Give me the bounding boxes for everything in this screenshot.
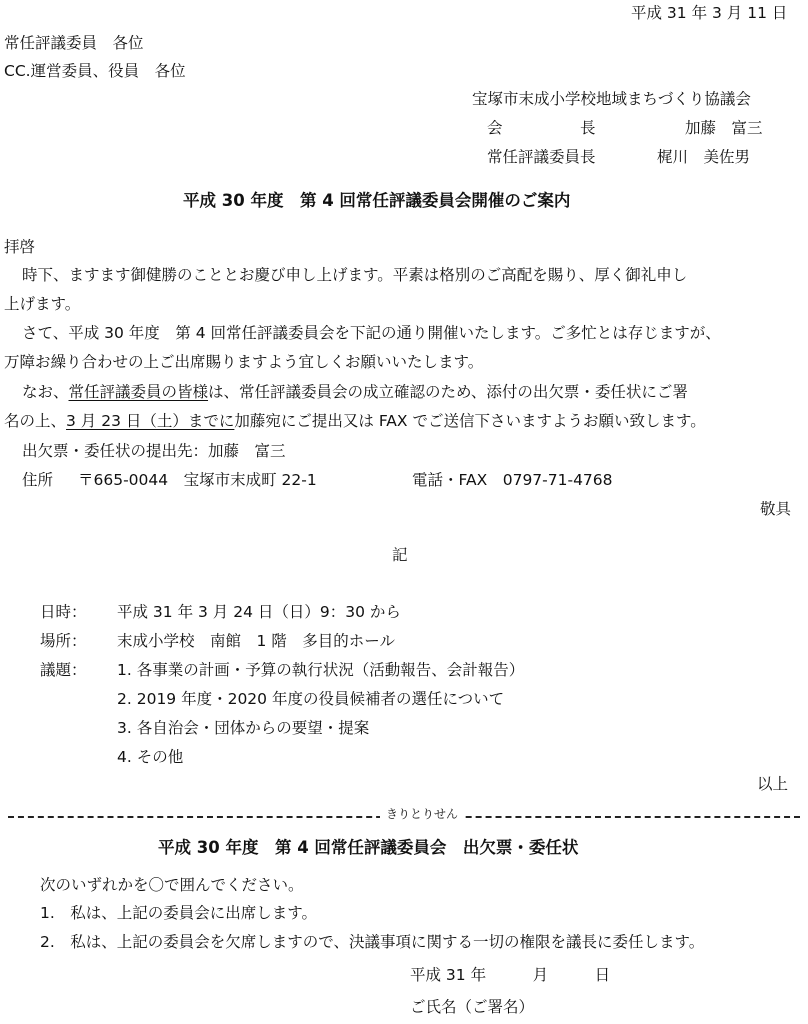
phone-fax: 電話・FAX 0797-71-4768 — [412, 471, 613, 489]
submission-recipient: 出欠票・委任状の提出先：加藤 富三 — [22, 442, 286, 460]
form-title: 平成 30 年度 第 4 回常任評議委員会 出欠票・委任状 — [158, 838, 579, 857]
form-date-line: 平成 31 年 月 日 — [410, 966, 611, 984]
committee-chair-name: 梶川 美佐男 — [657, 148, 751, 166]
paragraph-2-line-2: 万障お繰り合わせの上ご出席賜りますよう宜しくお願いいたします。 — [4, 353, 484, 371]
agenda-item: 3. 各自治会・団体からの要望・提案 — [117, 719, 370, 737]
form-option-attend: 1. 私は、上記の委員会に出席します。 — [40, 904, 318, 922]
form-option-proxy: 2. 私は、上記の委員会を欠席しますので、決議事項に関する一切の権限を議長に委任します。 — [40, 933, 705, 951]
greeting: 拝啓 — [4, 238, 36, 256]
deadline-underlined: 3 月 23 日（土）までに — [66, 412, 235, 430]
signature-label: ご氏名（ご署名） — [410, 998, 535, 1016]
chair-title: 会 長 — [487, 119, 596, 137]
place-label: 場所： — [40, 632, 87, 650]
paragraph-1-line-2: 上げます。 — [4, 295, 81, 313]
notice-title: 平成 30 年度 第 4 回常任評議委員会開催のご案内 — [183, 191, 571, 210]
paragraph-3-line-1 — [22, 385, 688, 401]
paragraph-2-line-1: さて、平成 30 年度 第 4 回常任評議委員会を下記の通り開催いたします。ご多忙とは存じますが、 — [22, 324, 721, 342]
end-marker: 以上 — [757, 775, 789, 793]
paragraph-3-line-2-rest: 加藤宛にご提出又は FAX でご送信下さいますようお願い致します。 — [234, 412, 706, 430]
paragraph-1-line-1: 時下、ますます御健勝のこととお慶び申し上げます。平素は格別のご高配を賜り、厚く御礼申し — [22, 266, 688, 284]
agenda-item: 2. 2019 年度・2020 年度の役員候補者の選任について — [117, 690, 505, 708]
paragraph-3-line-2-lead: 名の上、 — [4, 412, 67, 430]
date-label: 日時： — [40, 603, 87, 621]
agenda-item: 4. その他 — [117, 748, 184, 766]
form-instruction: 次のいずれかを〇で囲んでください。 — [40, 876, 304, 894]
agenda-label: 議題： — [40, 661, 87, 679]
ki-heading: 記 — [392, 546, 408, 564]
chair-name: 加藤 富三 — [685, 119, 763, 137]
recipient-line-1: 常任評議委員 各位 — [4, 34, 144, 52]
paragraph-3-line-2 — [4, 414, 706, 430]
recipient-line-2: CC.運営委員、役員 各位 — [4, 62, 186, 80]
closing-keigu: 敬具 — [760, 500, 792, 518]
committee-chair-title: 常任評議委員長 — [487, 148, 596, 166]
address-value: 〒665-0044 宝塚市末成町 22-1 — [78, 471, 317, 489]
place-value: 末成小学校 南館 1 階 多目的ホール — [117, 632, 395, 650]
address-label: 住所 — [22, 471, 54, 489]
committee-members-underlined: 常任評議委員の皆様 — [68, 383, 209, 401]
paragraph-3-rest: は、常任評議委員会の成立確認のため、添付の出欠票・委任状にご署 — [208, 383, 688, 401]
cut-line-label: きりとりせん — [380, 808, 464, 820]
date-value: 平成 31 年 3 月 24 日（日）9：30 から — [117, 603, 401, 621]
document-date: 平成 31 年 3 月 11 日 — [631, 4, 788, 22]
paragraph-3-lead: なお、 — [22, 383, 69, 401]
agenda-item: 1. 各事業の計画・予算の執行状況（活動報告、会計報告） — [117, 661, 525, 679]
organization-name: 宝塚市末成小学校地域まちづくり協議会 — [472, 90, 751, 108]
